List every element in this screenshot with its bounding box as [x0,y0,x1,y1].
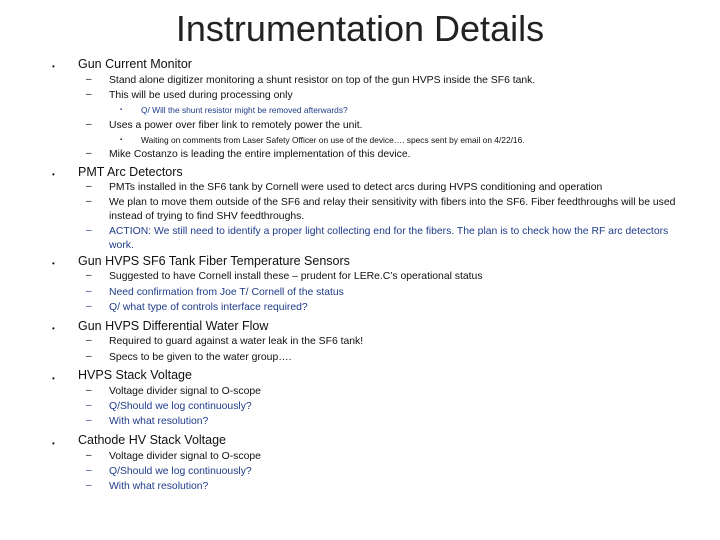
dash: – [86,465,92,476]
dash: – [86,351,92,362]
dash: – [86,415,92,426]
dash: – [86,286,92,297]
dash: – [86,480,92,491]
bullet: • [52,62,55,71]
dash: – [86,335,92,346]
list-item: Mike Costanzo is leading the entire implementation of this device. [109,149,411,160]
section-heading: Cathode HV Stack Voltage [78,433,227,447]
action-item: ACTION: We still need to identify a proper light collecting end for the fibers. The plan is to check how the RF arc detectors work. [109,226,669,251]
dash: – [86,385,92,396]
sub-list-item: Waiting on comments from Laser Safety Officer on use of the device…. specs sent by email on 4/22/16. [141,135,525,145]
section-heading: Gun Current Monitor [78,57,192,71]
bullet: • [52,374,55,383]
section-heading: PMT Arc Detectors [78,165,183,179]
list-item: With what resolution? [109,481,209,492]
list-item: Voltage divider signal to O-scope [109,451,261,462]
dash: – [86,400,92,411]
section-heading: HVPS Stack Voltage [78,368,192,382]
list-item: Need confirmation from Joe T/ Cornell of the status [109,287,344,298]
dash: – [86,450,92,461]
dash: – [86,181,92,192]
dash: – [86,74,92,85]
list-item: PMTs installed in the SF6 tank by Cornell were used to detect arcs during HVPS conditioning and operation [109,182,603,193]
list-item: Required to guard against a water leak in the SF6 tank! [109,336,364,347]
list-item: Q/Should we log continuously? [109,401,252,412]
dash: – [86,89,92,100]
dash: – [86,270,92,281]
sub-list-item: Q/ Will the shunt resistor might be removed afterwards? [141,105,348,115]
list-item: Specs to be given to the water group…. [109,352,292,363]
list-item: Voltage divider signal to O-scope [109,386,261,397]
section-heading: Gun HVPS Differential Water Flow [78,319,269,333]
list-item: With what resolution? [109,416,209,427]
slide-title: Instrumentation Details [175,8,545,49]
list-item: Q/ what type of controls interface required? [109,302,308,313]
dash: – [86,225,92,236]
list-item: Suggested to have Cornell install these – prudent for LERe.C’s operational status [109,271,483,282]
dash: – [86,148,92,159]
dash: – [86,119,92,130]
list-item: Uses a power over fiber link to remotely power the unit. [109,120,363,131]
list-item: Q/Should we log continuously? [109,466,252,477]
square-bullet: ▪ [120,137,123,143]
list-item: We plan to move them outside of the SF6 and relay their sensitivity with fibers into the SF6. Fiber feedthroughs will be used instead of trying to find SHV feedthroughs. [109,197,676,222]
dash: – [86,196,92,207]
section-heading: Gun HVPS SF6 Tank Fiber Temperature Sensors [78,254,350,268]
bullet: • [52,170,55,179]
bullet: • [52,439,55,448]
bullet: • [52,259,55,268]
square-bullet: ▪ [120,107,123,113]
list-item: This will be used during processing only [109,90,293,101]
list-item: Stand alone digitizer monitoring a shunt resistor on top of the gun HVPS inside the SF6 tank. [109,75,536,86]
dash: – [86,301,92,312]
bullet: • [52,324,55,333]
